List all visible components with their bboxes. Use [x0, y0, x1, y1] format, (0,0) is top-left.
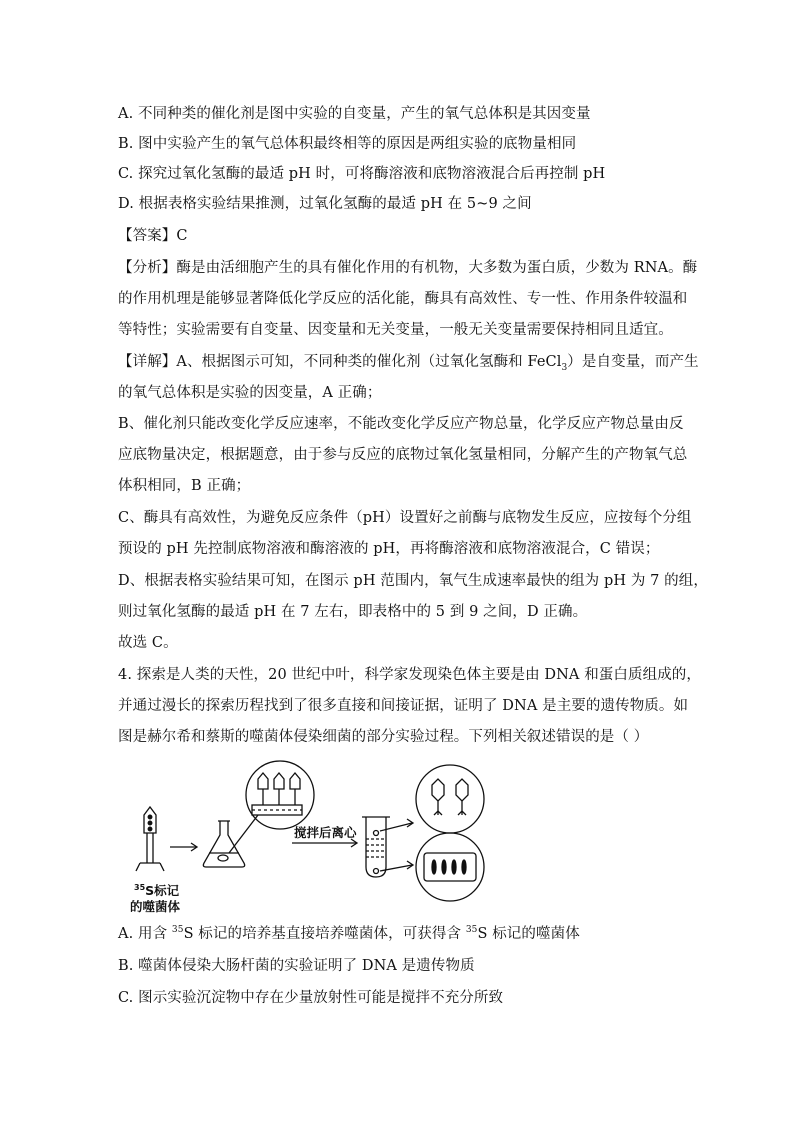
- precipitate-circle-icon: [416, 833, 484, 901]
- option-b-q4: B. 噬菌体侵染大肠杆菌的实验证明了 DNA 是遗传物质: [118, 958, 475, 974]
- centrifuge-arrow-icon: [292, 839, 357, 847]
- detail-line-4: 应底物量决定，根据题意，由于参与反应的底物过氧化氢量相同，分解产生的产物氧气总: [118, 447, 688, 463]
- arrow-icon: [170, 843, 197, 851]
- detail-line-8: D、根据表格实验结果可知，在图示 pH 范围内，氧气生成速率最快的组为 pH 为 7 的组，: [118, 573, 708, 589]
- detail-line-3: B、催化剂只能改变化学反应速率，不能改变化学反应产物总量，化学反应产物总量由反: [118, 416, 684, 432]
- option-a-q4-mid: S 标记的培养基直接培养噬菌体，可获得含: [183, 926, 466, 942]
- analysis-line-3: 等特性；实验需要有自变量、因变量和无关变量，一般无关变量需要保持相同且适宜。: [118, 322, 673, 338]
- centrifuge-label: 搅拌后离心: [294, 825, 357, 840]
- flask-icon: [203, 821, 244, 867]
- option-a-q4-pre: A. 用含: [118, 926, 172, 942]
- detail-line-7: 预设的 pH 先控制底物溶液和酶溶液的 pH，再将酶溶液和底物溶液混合，C 错误；: [118, 541, 660, 557]
- analysis-line-1: 【分析】酶是由活细胞产生的具有催化作用的有机物，大多数为蛋白质，少数为 RNA。酶: [118, 260, 698, 276]
- option-c-q3: C. 探究过氧化氢酶的最适 pH 时，可将酶溶液和底物溶液混合后再控制 pH: [118, 166, 606, 182]
- figure-label-line1: $^{35}$S标记: [134, 883, 180, 898]
- detail-subscript: 3: [561, 362, 568, 373]
- figure-label-line2: 的噬菌体: [130, 899, 181, 914]
- question4-line-2: 并通过漫长的探索历程找到了很多直接和间接证据，证明了 DNA 是主要的遗传物质。如: [118, 698, 689, 714]
- magnified-infection-icon: [246, 761, 314, 829]
- test-tube-icon: [362, 817, 390, 877]
- analysis-line-2: 的作用机理是能够显著降低化学反应的活化能，酶具有高效性、专一性、作用条件较温和: [118, 291, 688, 307]
- detail-line-2: 的氧气总体积是实验的因变量，A 正确；: [118, 385, 382, 401]
- detail-line-6: C、酶具有高效性，为避免反应条件（pH）设置好之前酶与底物发生反应，应按每个分组: [118, 510, 692, 526]
- question4-line-1: 4. 探索是人类的天性，20 世纪中叶，科学家发现染色体主要是由 DNA 和蛋白质组成的，: [118, 667, 702, 683]
- option-c-q4: C. 图示实验沉淀物中存在少量放射性可能是搅拌不充分所致: [118, 990, 504, 1006]
- answer-line: 【答案】C: [118, 228, 188, 244]
- detail-line-9: 则过氧化氢酶的最适 pH 在 7 左右，即表格中的 5 到 9 之间，D 正确。: [118, 604, 588, 620]
- labeled-phage-icon: [136, 807, 164, 871]
- detail-conclusion: 故选 C。: [118, 635, 178, 651]
- option-a-q4: [118, 924, 580, 944]
- option-b-q3: B. 图中实验产生的氧气总体积最终相等的原因是两组实验的底物量相同: [118, 136, 577, 152]
- option-d-q3: D. 根据表格实验结果推测，过氧化氢酶的最适 pH 在 5~9 之间: [118, 196, 532, 212]
- question4-line-3: 图是赫尔希和蔡斯的噬菌体侵染细菌的部分实验过程。下列相关叙述错误的是（ ）: [118, 729, 649, 745]
- figure-svg: [130, 755, 510, 915]
- superscript-35: 35: [465, 925, 478, 936]
- option-a-q4-post: S 标记的噬菌体: [477, 926, 580, 942]
- detail-line-1b: ）是自变量，而产生: [567, 354, 699, 370]
- supernatant-circle-icon: [416, 765, 484, 833]
- superscript-35: 35: [171, 925, 184, 936]
- detail-line-1: [118, 352, 699, 372]
- result-arrows-icon: [380, 819, 413, 871]
- option-a-q3: A. 不同种类的催化剂是图中实验的自变量，产生的氧气总体积是其因变量: [118, 106, 591, 122]
- detail-line-5: 体积相同，B 正确；: [118, 478, 251, 494]
- phage-experiment-figure: [130, 755, 510, 915]
- detail-line-1a: 【详解】A、根据图示可知，不同种类的催化剂（过氧化氢酶和 FeCl: [118, 354, 562, 370]
